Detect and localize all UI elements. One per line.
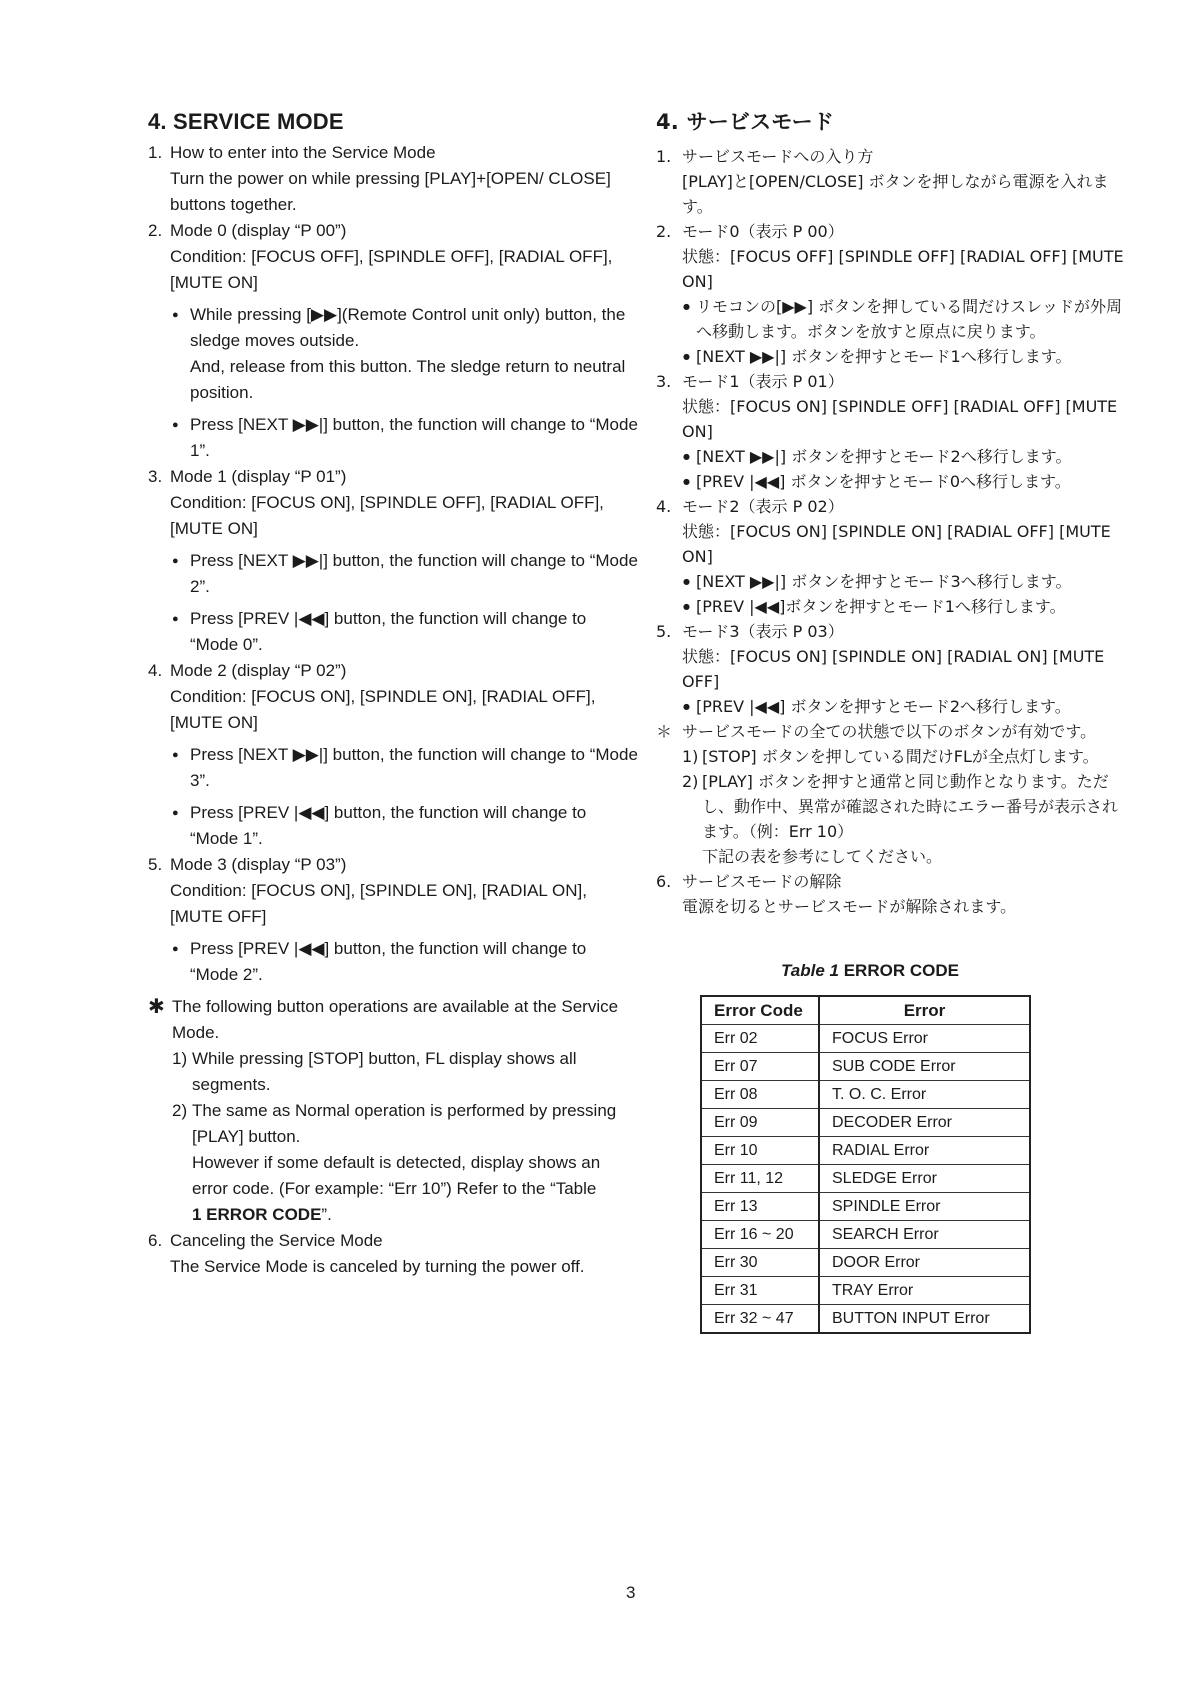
english-column xyxy=(148,108,638,1280)
bullet-item: ● Press [PREV |◀◀] button, the function will change to “Mode 2”. xyxy=(170,936,638,988)
error-code-table xyxy=(700,995,1031,1334)
note-intro: The following button operations are available at the Service Mode. xyxy=(172,997,619,1042)
condition-text: 状態：[FOCUS ON] [SPINDLE ON] [RADIAL ON] [MUTE OFF] xyxy=(682,647,1105,691)
step-4-en xyxy=(148,658,638,852)
table-row: Err 08 T. O. C. Error xyxy=(701,1081,1030,1109)
condition-text: 状態：[FOCUS OFF] [SPINDLE OFF] [RADIAL OFF] [MUTE ON] xyxy=(682,247,1124,291)
table-row: Err 13 SPINDLE Error xyxy=(701,1193,1030,1221)
bullet-item: ● [PREV |◀◀] ボタンを押すとモード2へ移行します。 xyxy=(682,694,1126,719)
bullet-item: ● [NEXT ▶▶|] ボタンを押すとモード1へ移行します。 xyxy=(682,344,1126,369)
asterisk-icon: ✱ xyxy=(148,996,165,1018)
note-item-2: 2) [PLAY] ボタンを押すと通常と同じ動作となります。ただし、動作中、異常が確認された時にエラー番号が表示されます。（例：Err 10） 下記の表を参考にしてください。 xyxy=(682,772,1119,866)
step-4-ja: 4. モード2（表示 P 02） 状態：[FOCUS ON] [SPINDLE ON] [RADIAL OFF] [MUTE ON] ● [NEXT ▶▶|] ボタンを押すとモード3へ移行します。 ● [PREV |◀◀]ボタンを押すとモード1へ移行します。 xyxy=(656,494,1126,619)
condition-text: Condition: [FOCUS ON], [SPINDLE ON], [RADIAL ON], [MUTE OFF] xyxy=(170,881,587,926)
step-heading: Mode 3 (display “P 03”) xyxy=(170,855,347,874)
bullet-item: ● Press [NEXT ▶▶|] button, the function will change to “Mode 2”. xyxy=(170,548,638,600)
table-row: Err 02 FOCUS Error xyxy=(701,1025,1030,1053)
step-heading: Mode 2 (display “P 02”) xyxy=(170,661,347,680)
step-heading: Mode 1 (display “P 01”) xyxy=(170,467,347,486)
bullet-item: ● Press [NEXT ▶▶|] button, the function will change to “Mode 1”. xyxy=(170,412,638,464)
condition-text: Condition: [FOCUS OFF], [SPINDLE OFF], [RADIAL OFF], [MUTE ON] xyxy=(170,247,613,292)
note-block-en xyxy=(148,994,638,1228)
step-body: Turn the power on while pressing [PLAY]+[OPEN/ CLOSE] buttons together. xyxy=(170,169,611,214)
step-5-en xyxy=(148,852,638,988)
note-block-ja: ＊ サービスモードの全ての状態で以下のボタンが有効です。 1) [STOP] ボタンを押している間だけFLが全点灯します。 2) [PLAY] ボタンを押すと通常と同じ動作となります。ただし、動作中、異常が確認された時にエラー番号が表示されます。（例：Err 10） 下記の表を参考にしてください。 xyxy=(656,719,1126,869)
bullet-item: ● Press [PREV |◀◀] button, the function will change to “Mode 1”. xyxy=(170,800,638,852)
step-3-en xyxy=(148,464,638,658)
bullet-item: ● [PREV |◀◀] ボタンを押すとモード0へ移行します。 xyxy=(682,469,1126,494)
table-row: Err 16 ~ 20 SEARCH Error xyxy=(701,1221,1030,1249)
step-number: 1. xyxy=(148,143,163,162)
table-row: Err 10 RADIAL Error xyxy=(701,1137,1030,1165)
table-row: Err 32 ~ 47 BUTTON INPUT Error xyxy=(701,1305,1030,1334)
header-error: Error xyxy=(819,996,1030,1025)
japanese-column xyxy=(656,108,1126,919)
step-body: The Service Mode is canceled by turning the power off. xyxy=(170,1257,585,1276)
bullet-item: ● Press [NEXT ▶▶|] button, the function will change to “Mode 3”. xyxy=(170,742,638,794)
note-item-1: 1) [STOP] ボタンを押している間だけFLが全点灯します。 xyxy=(682,747,1099,766)
bullet-item: ● [NEXT ▶▶|] ボタンを押すとモード2へ移行します。 xyxy=(682,444,1126,469)
bullet-item: ● リモコンの[▶▶] ボタンを押している間だけスレッドが外周へ移動します。ボタンを放すと原点に戻ります。 xyxy=(682,294,1126,344)
condition-text: 状態：[FOCUS ON] [SPINDLE ON] [RADIAL OFF] [MUTE ON] xyxy=(682,522,1111,566)
condition-text: 状態：[FOCUS ON] [SPINDLE OFF] [RADIAL OFF] [MUTE ON] xyxy=(682,397,1118,441)
note-item-2: 2) The same as Normal operation is performed by pressing [PLAY] button. However if some default is detected, display shows an error code. (For example: “Err 10”) Refer to the “Table 1 ERROR CODE”. xyxy=(172,1101,617,1224)
table-row: Err 30 DOOR Error xyxy=(701,1249,1030,1277)
condition-text: Condition: [FOCUS ON], [SPINDLE OFF], [RADIAL OFF], [MUTE ON] xyxy=(170,493,604,538)
step-5-ja: 5. モード3（表示 P 03） 状態：[FOCUS ON] [SPINDLE ON] [RADIAL ON] [MUTE OFF] ● [PREV |◀◀] ボタンを押すとモード2へ移行します。 xyxy=(656,619,1126,719)
bullet-item: ● [NEXT ▶▶|] ボタンを押すとモード3へ移行します。 xyxy=(682,569,1126,594)
note-item-1: 1) While pressing [STOP] button, FL display shows all segments. xyxy=(172,1049,577,1094)
table-row: Err 11, 12 SLEDGE Error xyxy=(701,1165,1030,1193)
bullet-item: ● [PREV |◀◀]ボタンを押すとモード1へ移行します。 xyxy=(682,594,1126,619)
step-6-en xyxy=(148,1228,638,1280)
step-heading: How to enter into the Service Mode xyxy=(170,143,436,162)
step-number: 5. xyxy=(148,855,163,874)
table-row: Err 31 TRAY Error xyxy=(701,1277,1030,1305)
bullet-item: ● While pressing [▶▶](Remote Control unit only) button, the sledge moves outside. And, release from this button. The sledge return to neutral position. xyxy=(170,302,638,406)
condition-text: Condition: [FOCUS ON], [SPINDLE ON], [RADIAL OFF], [MUTE ON] xyxy=(170,687,596,732)
step-number: 4. xyxy=(148,661,163,680)
step-heading: Mode 0 (display “P 00”) xyxy=(170,221,347,240)
step-6-ja: 6. サービスモードの解除 電源を切るとサービスモードが解除されます。 xyxy=(656,872,1017,916)
section-title-ja: 4. サービスモード xyxy=(656,110,835,134)
header-error-code: Error Code xyxy=(701,996,819,1025)
step-3-ja: 3. モード1（表示 P 01） 状態：[FOCUS ON] [SPINDLE OFF] [RADIAL OFF] [MUTE ON] ● [NEXT ▶▶|] ボタンを押すとモード2へ移行します。 ● [PREV |◀◀] ボタンを押すとモード0へ移行します。 xyxy=(656,369,1126,494)
bullet-item: ● Press [PREV |◀◀] button, the function will change to “Mode 0”. xyxy=(170,606,638,658)
asterisk-icon: ＊ xyxy=(656,722,673,741)
step-number: 6. xyxy=(148,1231,163,1250)
step-1-ja: 1. サービスモードへの入り方 [PLAY]と[OPEN/CLOSE] ボタンを押しながら電源を入れます。 xyxy=(656,147,1109,216)
step-2-ja: 2. モード0（表示 P 00） 状態：[FOCUS OFF] [SPINDLE OFF] [RADIAL OFF] [MUTE ON] ● リモコンの[▶▶] ボタンを押している間だけスレッドが外周へ移動します。ボタンを放すと原点に戻ります。 ● [NEXT ▶▶|] ボタンを押すとモード1へ移行します。 xyxy=(656,219,1126,369)
step-2-en xyxy=(148,218,638,464)
step-heading: Canceling the Service Mode xyxy=(170,1231,383,1250)
table-reference: 1 ERROR CODE xyxy=(192,1205,322,1224)
step-1-en xyxy=(148,140,638,218)
table-header-row xyxy=(701,996,1030,1025)
section-title-en: 4. SERVICE MODE xyxy=(148,109,344,134)
table-row: Err 07 SUB CODE Error xyxy=(701,1053,1030,1081)
table-caption: Table 1 ERROR CODE xyxy=(781,961,959,980)
step-number: 2. xyxy=(148,221,163,240)
table-row: Err 09 DECODER Error xyxy=(701,1109,1030,1137)
step-number: 3. xyxy=(148,467,163,486)
page-number: 3 xyxy=(626,1583,636,1602)
